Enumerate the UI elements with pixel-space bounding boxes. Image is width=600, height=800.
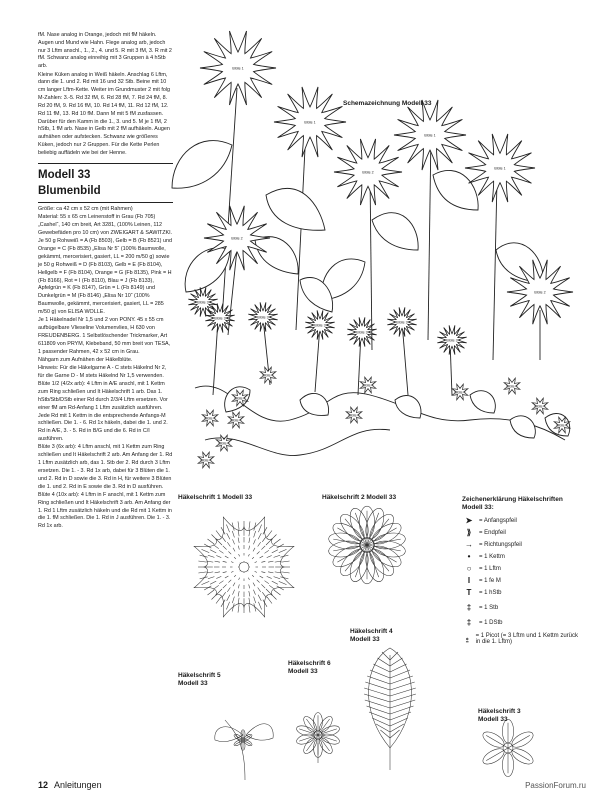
vine bbox=[205, 429, 390, 455]
bloom-label: Blüte 4 bbox=[556, 423, 568, 428]
crochet-chart-1 bbox=[194, 517, 294, 617]
stitch-mark bbox=[252, 575, 254, 577]
legend-text: = 1 hStb bbox=[479, 589, 502, 596]
bloom-label: Blüte 4 bbox=[262, 373, 274, 378]
stitch-mark bbox=[486, 748, 508, 761]
legend-text: = Richtungspfeil bbox=[479, 541, 522, 548]
stitch-mark bbox=[267, 597, 272, 604]
stitch-mark bbox=[390, 664, 407, 672]
stitch-mark bbox=[258, 533, 261, 539]
stitch-mark bbox=[486, 735, 508, 748]
legend-symbol: I bbox=[467, 576, 471, 586]
stitch-mark bbox=[281, 572, 289, 573]
stitch-mark bbox=[257, 551, 260, 554]
legend-symbol: • bbox=[467, 552, 471, 562]
bloom-label: Blüte 1 bbox=[304, 120, 316, 125]
footer-section: Anleitungen bbox=[54, 780, 102, 790]
stitch-mark bbox=[274, 555, 281, 557]
chart-2-label: Häkelschrift 2 Modell 33 bbox=[322, 494, 397, 501]
chart-1-label: Häkelschrift 1 Modell 33 bbox=[178, 494, 253, 501]
stitch-mark bbox=[267, 576, 272, 578]
page-footer bbox=[38, 780, 102, 790]
leaf bbox=[470, 391, 495, 413]
leaf bbox=[172, 141, 232, 189]
stitch-mark bbox=[198, 572, 206, 573]
stitch-mark bbox=[234, 575, 236, 577]
chart-ring bbox=[239, 562, 249, 572]
crochet-chart-4 bbox=[364, 648, 416, 770]
stitch-mark bbox=[238, 521, 239, 529]
stitch-mark bbox=[216, 556, 221, 558]
stitch-mark bbox=[210, 581, 216, 584]
stitch-mark bbox=[279, 581, 287, 584]
watermark: PassionForum.ru bbox=[525, 781, 586, 790]
stitch-mark bbox=[254, 531, 256, 538]
stitch-mark bbox=[261, 584, 265, 588]
stitch-mark bbox=[216, 597, 221, 604]
stitch-mark bbox=[223, 584, 227, 588]
stitch-mark bbox=[225, 556, 229, 558]
bloom-label: Blüte 4 bbox=[534, 404, 546, 409]
chart-5-label: Häkelschrift 5 Modell 33 bbox=[178, 672, 221, 687]
stitch-mark bbox=[249, 538, 250, 543]
crochet-chart-3 bbox=[480, 719, 535, 776]
bloom-label: Blüte 3 bbox=[314, 323, 326, 328]
stitch-mark bbox=[255, 562, 257, 563]
stitch-mark bbox=[248, 578, 249, 580]
stitch-mark bbox=[208, 539, 215, 544]
stitch-mark bbox=[210, 550, 216, 553]
bloom-label: Blüte 3 bbox=[197, 300, 209, 305]
stitch-mark bbox=[226, 602, 229, 610]
stitch-mark bbox=[228, 580, 231, 583]
chart-4-label: Häkelschrift 4 Modell 33 bbox=[350, 628, 393, 643]
legend-symbol: ‡ bbox=[466, 618, 472, 628]
stitch-mark bbox=[382, 652, 390, 660]
stitch-mark bbox=[261, 546, 265, 550]
stitch-mark bbox=[265, 550, 269, 553]
stitch-mark bbox=[227, 595, 230, 601]
stem bbox=[428, 132, 431, 340]
stitch-mark bbox=[508, 748, 530, 761]
stitch-mark bbox=[238, 546, 239, 550]
stitch-mark bbox=[390, 670, 410, 678]
stitch-mark bbox=[272, 581, 278, 584]
stem bbox=[370, 175, 372, 350]
stitch-mark bbox=[249, 521, 250, 529]
bloom-label: Blüte 1 bbox=[232, 66, 244, 71]
stitch-mark bbox=[261, 561, 265, 562]
stitch-mark bbox=[249, 591, 250, 596]
stitch-mark bbox=[257, 580, 260, 583]
stem bbox=[402, 322, 408, 395]
instructions-paragraph: Blüte 1/2 (4/2x arb): 4 Lftm in A/E anschl, mit 1 Kettm zum Ring schließen und It Häkelschrift 1 arb. Das 1. hStb/Stb/DStb einer Rd durch 2/3/4 Lftm ersetzen. Vor einer fM am Rd-Anfang 1 Lftm zusätzlich ausführen. Jede Rd mit 1 Kettm in die entsprechende Anfangs-M schließen. Die 1. - 6. Rd 1x häkeln, dabei die 1. und 2. Rd in A/E, 3. - 5. Rd in B/G und die 6. Rd in C/I ausführen. bbox=[38, 381, 168, 443]
instructions-paragraph: Größe: ca 42 cm x 52 cm (mit Rahmen) bbox=[38, 206, 133, 213]
stitch-mark bbox=[208, 577, 215, 579]
bloom-label: Blüte 4 bbox=[200, 458, 212, 463]
stitch-mark bbox=[253, 583, 255, 587]
stitch-mark bbox=[212, 535, 218, 541]
stitch-mark bbox=[249, 604, 250, 612]
stitch-mark bbox=[239, 554, 240, 556]
stitch-mark bbox=[233, 590, 235, 595]
stitch-mark bbox=[258, 588, 261, 592]
stitch-mark bbox=[228, 551, 231, 554]
stitch-mark bbox=[227, 533, 230, 539]
stitch-mark bbox=[271, 535, 277, 541]
stitch-mark bbox=[234, 557, 236, 559]
stitch-mark bbox=[279, 549, 287, 552]
stitch-mark bbox=[227, 542, 230, 546]
stitch-mark bbox=[216, 531, 221, 538]
stitch-mark bbox=[390, 688, 416, 696]
stitch-mark bbox=[390, 676, 413, 684]
stitch-mark bbox=[274, 577, 281, 579]
bloom-label: Blüte 3 bbox=[356, 330, 368, 335]
stitch-mark bbox=[267, 556, 272, 558]
stitch-mark bbox=[508, 735, 530, 748]
legend-symbol: ➤ bbox=[465, 516, 473, 526]
crochet-chart-2 bbox=[327, 506, 406, 584]
crochet-chart-6 bbox=[295, 713, 340, 763]
stitch-mark bbox=[258, 525, 261, 533]
stitch-mark bbox=[266, 589, 271, 594]
stitch-mark bbox=[367, 706, 391, 714]
legend-symbol: T bbox=[466, 588, 472, 598]
stitch-mark bbox=[266, 540, 271, 545]
bloom-label: Blüte 2 bbox=[231, 236, 243, 241]
stitch-mark bbox=[272, 550, 278, 553]
bloom-label: Blüte 2 bbox=[534, 290, 546, 295]
legend-text: = 1 Stb bbox=[479, 604, 499, 611]
stitch-mark bbox=[225, 576, 229, 578]
legend-symbol: ○ bbox=[466, 564, 472, 574]
leaf bbox=[395, 395, 421, 418]
stitch-mark bbox=[233, 583, 235, 587]
bloom-label: Blüte 4 bbox=[218, 441, 230, 446]
bloom-label: Blüte 3 bbox=[214, 316, 226, 321]
stitch-mark bbox=[202, 581, 210, 584]
leaf bbox=[372, 213, 418, 250]
stitch-mark bbox=[260, 576, 264, 578]
legend-text: = 1 Lftm bbox=[479, 565, 501, 572]
stitch-mark bbox=[268, 561, 273, 562]
chart-3-label: Häkelschrift 3 Modell 33 bbox=[478, 708, 521, 723]
chart-6-label: Häkelschrift 6 Modell 33 bbox=[288, 660, 331, 675]
legend-item bbox=[462, 618, 582, 627]
model-heading: Modell 33 bbox=[38, 163, 173, 184]
stitch-mark bbox=[238, 604, 239, 612]
leaf bbox=[266, 188, 325, 230]
leaf bbox=[510, 416, 535, 438]
stitch-mark bbox=[267, 531, 272, 538]
stitch-mark bbox=[238, 591, 239, 596]
bloom-label: Blüte 4 bbox=[362, 383, 374, 388]
bloom-label: Blüte 1 bbox=[424, 133, 436, 138]
stitch-mark bbox=[232, 597, 234, 604]
stitch-mark bbox=[364, 688, 390, 696]
stitch-mark bbox=[274, 590, 281, 595]
legend-symbol: → bbox=[465, 540, 473, 550]
model-subheading: Blumenbild bbox=[38, 183, 173, 203]
stitch-mark bbox=[274, 539, 281, 544]
legend-item bbox=[462, 588, 582, 597]
legend-symbol: ⍛ bbox=[464, 634, 470, 644]
bloom-label: Blüte 4 bbox=[230, 418, 242, 423]
stitch-mark bbox=[217, 540, 222, 545]
stitch-mark bbox=[258, 542, 261, 546]
bloom-label: Blüte 1 bbox=[494, 166, 506, 171]
stitch-mark bbox=[373, 664, 390, 672]
stitch-mark bbox=[239, 578, 240, 580]
legend-item bbox=[462, 516, 582, 525]
stitch-mark bbox=[227, 588, 230, 592]
stitch-mark bbox=[216, 576, 221, 578]
bloom-label: Blüte 4 bbox=[204, 416, 216, 421]
leaf bbox=[433, 170, 478, 210]
bloom-label: Blüte 4 bbox=[234, 396, 246, 401]
stitch-mark bbox=[226, 525, 229, 533]
stitch-mark bbox=[212, 594, 218, 600]
stitch-mark bbox=[223, 546, 227, 550]
page-number: 12 bbox=[38, 780, 49, 790]
stitch-mark bbox=[231, 571, 233, 572]
stitch-mark bbox=[254, 597, 256, 604]
stitch-mark bbox=[261, 572, 265, 573]
legend-text: = Endpfeil bbox=[479, 529, 506, 536]
stitch-mark bbox=[252, 557, 254, 559]
instructions-paragraph: Blüte 3 (6x arb): 4 Lftm anschl, mit 1 Kettm zum Ring schließen und It Häkelschrift 2 arb. Am Anfang der 1. Rd 1 Lftm zusätzlich arb, das 1. Stb der 2. Rd durch 3 Lftm ersetzen. Die 1. - 3. Rd 1x arb, dabei für 3 Blüten die 1. und 2. Rd in D sowie die 3. Rd in H, für weitere 3 Blüten die 1. und 2. Rd in E sowie die 3. Rd in D ausführen. bbox=[38, 444, 173, 490]
legend-title: Zeichenerklärung Häkelschriften Modell 33: bbox=[462, 496, 563, 512]
stitch-mark bbox=[378, 658, 391, 666]
legend-text: = Anfangspfeil bbox=[479, 517, 517, 524]
stitch-mark bbox=[219, 550, 223, 553]
stitch-mark bbox=[370, 670, 390, 678]
crochet-chart-5 bbox=[215, 720, 273, 780]
legend-text: = 1 Kettm bbox=[479, 553, 505, 560]
instructions-paragraph: Je 50 g Rohweiß = A (Fb 8503), Gelb = B (Fb 8521) und Orange = C (Fb 8535) „Elisa Nr 5“ (100% Baumwolle, gekämmt, mercerisiert, gasiert, LL = 200 m/50 g) sowie je 50 g Rohweiß = D (Fb 8103), Gelb = E (Fb 8104), Hellgelb = F (Fb 8104), Orange = G (Fb 8135), Pink = H (Fb 8166), Rot = I (Fb 8110), Blau = J (Fb 8133), Apfelgrün = K (Fb 8147), Grün = L (Fb 8149) und Dunkelgrün = M (Fb 8146) „Elisa Nr 10“ (100% Baumwolle, gekämmt, mercerisiert, gasiert, LL = 285 m/50 g) von ELISA WOLLE. bbox=[38, 238, 172, 315]
stitch-mark bbox=[268, 572, 273, 573]
stitch-mark bbox=[271, 594, 277, 600]
stitch-mark bbox=[258, 602, 261, 610]
stitch-mark bbox=[223, 572, 227, 573]
schema-title: Schemazeichnung Modell 33 bbox=[343, 100, 432, 107]
stitch-mark bbox=[249, 546, 250, 550]
stitch-mark bbox=[255, 571, 257, 572]
stem bbox=[222, 88, 237, 320]
legend-item bbox=[462, 540, 582, 549]
stitch-mark bbox=[265, 581, 269, 584]
intro-paragraph: Kleine Küken analog in Weiß häkeln. Anschlag 6 Lftm, dann die 1. und 2. Rd mit 16 und 32 Stb. Beine mit 10 cm langer Lftm-Kette. Weiter im Grundmuster 2 mit folg M-Zahlen: 3.-5. Rd 32 fM, 6. Rd 28 fM, 7. Rd 24 fM, 8. Rd 20 fM, 9. Rd 16 fM, 10. Rd 14 fM, 11. Rd 12 fM, 12. Rd 11 fM, 13. Rd 10 fM. Dann M mit 5 fM zusfassen. Darüber für den Kamm in die 1., 3. und 5. M je 1 fM, 2 hStb, 1 fM arb. Nase in Gelb mit 2 fM aufhäkeln. Augen aufnähen oder aufstecken. Schwanz wie größeres Küken, jedoch nur 2 Gruppen. Für die Kette Perlen beliebig auffädeln wie bei der Henne. bbox=[38, 71, 171, 156]
instructions-paragraph: Nähgarn zum Aufnähen der Häkelblüte. bbox=[38, 356, 133, 363]
legend-item bbox=[462, 528, 582, 537]
legend-item bbox=[462, 564, 582, 573]
legend-text: = 1 fe M bbox=[479, 577, 501, 584]
legend-symbol: ⟫ bbox=[466, 528, 472, 538]
instructions-paragraph: Je 1 Häkelnadel Nr 1,5 und 2 von PONY. 45 x 55 cm aufbügelbare Vlieseline Volumenvlies, H 630 von FREUDENBERG. 1 Selbstlöschender Trickmarker, Art 611809 von PRYM, Klebeband, 50 mm breit von TESA, 1 passender Rahmen, 42 x 52 cm in Grau. bbox=[38, 317, 171, 355]
stitch-mark bbox=[215, 572, 220, 573]
stitch-mark bbox=[367, 676, 390, 684]
legend-text: = 1 DStb bbox=[479, 619, 503, 626]
stitch-mark bbox=[208, 590, 215, 595]
stitch-mark bbox=[390, 652, 398, 660]
stitch-mark bbox=[219, 581, 223, 584]
stitch-mark bbox=[198, 561, 206, 562]
stitch-mark bbox=[253, 548, 255, 552]
stitch-mark bbox=[233, 539, 235, 544]
bloom-label: Blüte 3 bbox=[257, 315, 269, 320]
stitch-mark bbox=[217, 589, 222, 594]
legend-text: = 1 Picot (= 3 Lftm und 1 Kettm zurück in die 1. Lftm) bbox=[475, 633, 578, 646]
stitch-mark bbox=[202, 549, 210, 552]
instructions-paragraph: Material: 55 x 65 cm Leinenstoff in Grau (Fb 705) „Cashel“, 140 cm breit, Art 3281, (100% Leinen, 112 Gewebefäden pro 10 cm) von ZWEIGART & SAWITZKI. bbox=[38, 214, 173, 237]
vine bbox=[195, 386, 568, 440]
stitch-mark bbox=[231, 562, 233, 563]
stem bbox=[493, 180, 497, 360]
stitch-mark bbox=[215, 561, 220, 562]
stitch-mark bbox=[253, 590, 255, 595]
leaf bbox=[300, 393, 329, 415]
legend-item bbox=[462, 576, 582, 585]
legend-item bbox=[462, 603, 582, 612]
stitch-mark bbox=[238, 584, 239, 588]
stitch-mark bbox=[253, 539, 255, 544]
stitch-mark bbox=[233, 548, 235, 552]
stitch-mark bbox=[223, 561, 227, 562]
stitch-mark bbox=[238, 538, 239, 543]
instructions-paragraph: Blüte 4 (10x arb): 4 Lftm in F anschl, mit 1 Kettm zum Ring schließen und It Häkelschrift 3 arb. Am Anfang der 1. Rd 1 Lftm zusätzlich häkeln und die Rd mit 1 Kettm in die 1. fM schließen. Die 1. Rd in J ausführen. Die 1. - 3. Rd 1x arb. bbox=[38, 491, 172, 530]
legend bbox=[462, 496, 582, 651]
stitch-mark bbox=[248, 554, 249, 556]
stitch-mark bbox=[281, 561, 289, 562]
bloom-label: Blüte 4 bbox=[348, 413, 360, 418]
stitch-mark bbox=[258, 595, 261, 601]
stitch-mark bbox=[232, 531, 234, 538]
leaf bbox=[255, 237, 298, 274]
stitch-mark bbox=[208, 555, 215, 557]
stitch-mark bbox=[249, 584, 250, 588]
intro-paragraph: fM. Nase analog in Orange, jedoch mit fM häkeln. Augen und Mund wie Hahn. Flege analog arb, jedoch nur 3 Lftm anschl., 1., 2., 4. und 5. R mit 3 fM, 3. R mit 2 fM. Schwanz analog einreihig mit 3 Gruppen à 4 hStb arb. bbox=[38, 32, 172, 70]
bloom-label: Blüte 3 bbox=[446, 338, 458, 343]
bloom-label: Blüte 4 bbox=[454, 390, 466, 395]
instructions-paragraph: Hinweis: Für die Häkelgarne A - C stets Häkelnd Nr 2, für die Garne D - M stets Häkelnd Nr 1,5 verwenden. bbox=[38, 365, 167, 379]
legend-symbol: ‡ bbox=[466, 603, 472, 613]
stitch-mark bbox=[390, 658, 403, 666]
bloom-label: Blüte 2 bbox=[362, 170, 374, 175]
bloom-label: Blüte 3 bbox=[396, 320, 408, 325]
bloom-label: Blüte 4 bbox=[506, 384, 518, 389]
legend-item bbox=[462, 633, 582, 645]
legend-item bbox=[462, 552, 582, 561]
stitch-mark bbox=[390, 706, 414, 714]
stitch-mark bbox=[260, 556, 264, 558]
